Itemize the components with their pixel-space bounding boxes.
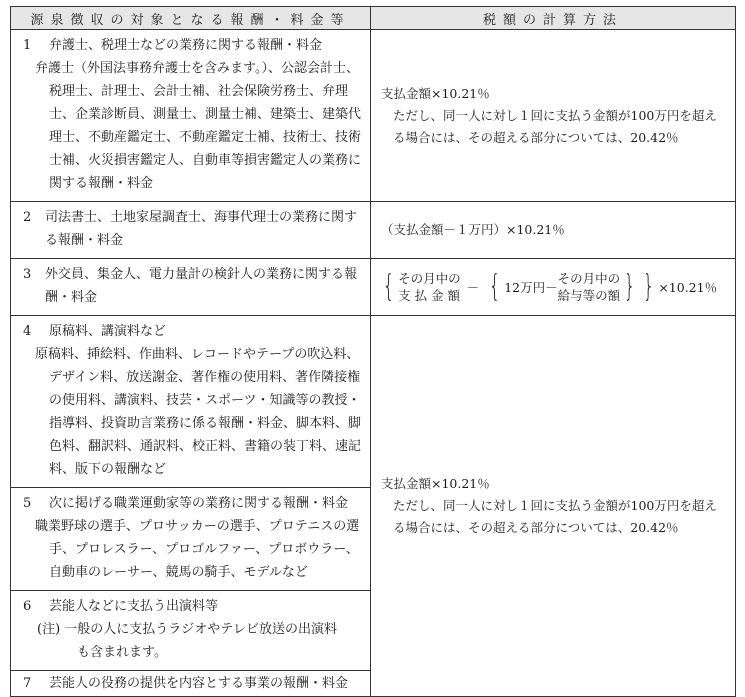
- header-calc-column: 税額の計算方法: [371, 7, 736, 30]
- tax-formula: [371, 266, 735, 308]
- row-note: (注) 一般の人に支払うラジオやテレビ放送の出演料: [37, 622, 338, 637]
- left-brace: {: [382, 269, 395, 304]
- tax-cell: [371, 202, 736, 259]
- target-cell: [11, 259, 371, 316]
- row-title: 芸能人の役務の提供を内容とする事業の報酬・料金: [49, 676, 349, 691]
- row-title: 原稿料、講演料など: [49, 324, 167, 339]
- target-cell: [11, 316, 371, 488]
- row-detail: 原稿料、挿絵料、作曲料、レコードやテープの吹込料、デザイン料、放送謝金、著作権の使用料、著作隣接権の使用料、講演料、技芸・スポーツ・知識等の教授・指導料、投資助言業務に係る報酬・料金、脚本料、脚色料、翻訳料、通訳料、校正料、書籍の装丁料、速記料、版下の報酬など: [35, 347, 362, 477]
- row-title: 次に掲げる職業運動家等の業務に関する報酬・料金: [49, 496, 349, 511]
- row-number: 6: [23, 599, 32, 614]
- row-heading: [19, 34, 364, 57]
- right-brace: }: [643, 269, 655, 304]
- row-heading: [19, 320, 364, 343]
- tax-formula: （支払金額－１万円）×10.21％: [381, 222, 565, 237]
- target-cell: [11, 202, 371, 259]
- table-header-row: [11, 7, 736, 30]
- row-title: 芸能人などに支払う出演料等: [49, 599, 219, 614]
- target-cell: [11, 30, 371, 202]
- row-number: 3: [23, 267, 32, 282]
- inner-left-brace: {: [488, 269, 501, 304]
- row-title: 外交員、集金人、電力量計の検針人の業務に関する報酬・料金: [45, 267, 358, 305]
- row-heading: [19, 206, 364, 252]
- withholding-tax-table: [10, 6, 736, 697]
- table-row: [11, 259, 736, 316]
- monthly-salary-term: その月中の 給与等の額: [557, 271, 621, 303]
- target-cell: [11, 488, 371, 591]
- row-detail: 弁護士（外国法事務弁護士を含みます。）、公認会計士、税理士、計理士、会計士補、社会保険労務士、弁理士、企業診断員、測量士、測量士補、建築士、建築代理士、不動産鑑定士、不動産鑑定士補、技術士、技術士補、火災損害鑑定人、自動車等損害鑑定人の業務に関する報酬・料金: [35, 61, 362, 191]
- tax-proviso: ただし、同一人に対し１回に支払う金額が100万円を超える場合には、その超える部分については、20.42％: [393, 107, 717, 145]
- fixed-amount: 12万円－: [504, 280, 558, 295]
- table-row: [11, 30, 736, 202]
- tax-cell-grouped: [371, 316, 736, 697]
- tax-proviso: ただし、同一人に対し１回に支払う金額が100万円を超える場合には、その超える部分については、20.42％: [393, 498, 717, 535]
- row-number: 7: [23, 676, 32, 691]
- tax-formula: 支払金額×10.21％: [381, 85, 490, 101]
- tax-cell: [371, 30, 736, 202]
- row-number: 5: [23, 496, 32, 511]
- row-heading: [19, 672, 364, 695]
- target-cell: [11, 671, 371, 697]
- row-heading: [19, 492, 364, 515]
- row-title: 弁護士、税理士などの業務に関する報酬・料金: [49, 38, 323, 53]
- monthly-payment-term: その月中の 支 払 金 額: [398, 271, 461, 303]
- table-row: [11, 316, 736, 488]
- target-cell: [11, 591, 371, 671]
- minus-sign: －: [466, 280, 480, 295]
- row-title: 司法書士、土地家屋調査士、海事代理士の業務に関する報酬・料金: [45, 210, 358, 248]
- tax-cell: [371, 259, 736, 316]
- inner-right-brace: }: [623, 269, 636, 304]
- row-number: 4: [23, 324, 32, 339]
- row-note-continued: も含まれます。: [77, 645, 167, 660]
- header-target-column: 源泉徴収の対象となる報酬・料金等: [11, 7, 371, 30]
- row-heading: [19, 595, 364, 618]
- table-row: [11, 202, 736, 259]
- row-heading: [19, 263, 364, 309]
- row-number: 1: [23, 38, 32, 53]
- row-number: 2: [23, 210, 32, 225]
- rate-suffix: ×10.21％: [658, 280, 718, 295]
- tax-formula: 支払金額×10.21％: [381, 476, 490, 491]
- row-detail: 職業野球の選手、プロサッカーの選手、プロテニスの選手、プロレスラー、プロゴルファー、プロボウラー、自動車のレーサー、競馬の騎手、モデルなど: [35, 519, 360, 580]
